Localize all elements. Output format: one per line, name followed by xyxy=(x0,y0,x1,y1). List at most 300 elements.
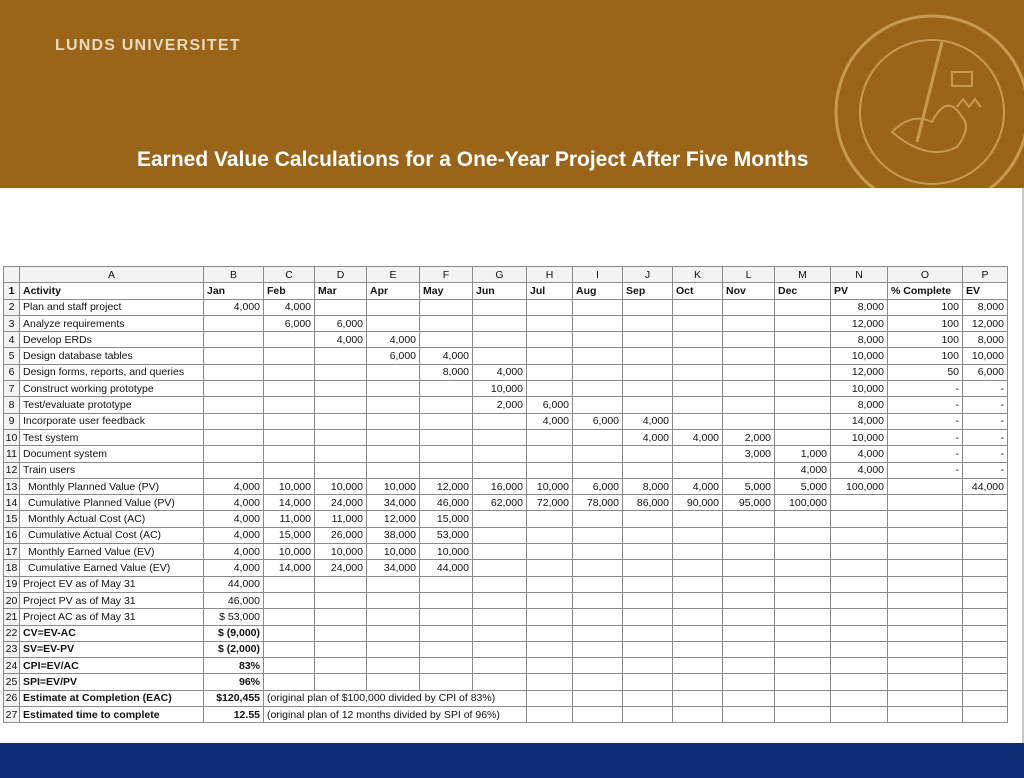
value-cell xyxy=(673,397,723,413)
row-label-cell: Plan and staff project xyxy=(20,299,204,315)
value-cell: 24,000 xyxy=(315,560,367,576)
row-number: 17 xyxy=(4,544,20,560)
value-cell: 10,000 xyxy=(420,544,473,560)
value-cell: 34,000 xyxy=(367,495,420,511)
empty-cell xyxy=(673,707,723,723)
value-cell: Mar xyxy=(315,283,367,299)
column-letter: M xyxy=(775,267,831,283)
value-cell xyxy=(723,527,775,543)
value-cell xyxy=(264,429,315,445)
value-cell xyxy=(204,381,264,397)
row-label-cell: Estimated time to complete xyxy=(20,707,204,723)
empty-cell xyxy=(315,576,367,592)
value-cell: Dec xyxy=(775,283,831,299)
spreadsheet-table xyxy=(3,266,1008,723)
empty-cell xyxy=(888,576,963,592)
empty-cell xyxy=(831,592,888,608)
empty-cell xyxy=(673,625,723,641)
value-cell xyxy=(264,413,315,429)
value-cell: 10,000 xyxy=(473,381,527,397)
value-cell: May xyxy=(420,283,473,299)
column-letter: P xyxy=(963,267,1008,283)
value-cell xyxy=(264,381,315,397)
empty-cell xyxy=(963,641,1008,657)
value-cell xyxy=(573,348,623,364)
value-cell: 10,000 xyxy=(527,478,573,494)
value-cell: - xyxy=(963,446,1008,462)
row-label-cell: Monthly Planned Value (PV) xyxy=(20,478,204,494)
empty-cell xyxy=(673,674,723,690)
row-label-cell: Activity xyxy=(20,283,204,299)
value-cell: 8,000 xyxy=(831,397,888,413)
empty-cell xyxy=(623,658,673,674)
value-cell xyxy=(204,397,264,413)
value-cell: $ (9,000) xyxy=(204,625,264,641)
empty-cell xyxy=(623,592,673,608)
value-cell xyxy=(264,348,315,364)
row-number: 9 xyxy=(4,413,20,429)
value-cell: 15,000 xyxy=(420,511,473,527)
value-cell xyxy=(831,527,888,543)
empty-cell xyxy=(673,641,723,657)
value-cell xyxy=(573,446,623,462)
value-cell: 95,000 xyxy=(723,495,775,511)
value-cell xyxy=(420,413,473,429)
table-row xyxy=(4,658,1008,674)
value-cell: - xyxy=(888,446,963,462)
empty-cell xyxy=(831,625,888,641)
value-cell xyxy=(527,446,573,462)
value-cell xyxy=(963,527,1008,543)
value-cell: 5,000 xyxy=(723,478,775,494)
slide-header xyxy=(0,0,1024,188)
value-cell: EV xyxy=(963,283,1008,299)
value-cell: 8,000 xyxy=(623,478,673,494)
value-cell xyxy=(723,462,775,478)
value-cell: 12,000 xyxy=(963,315,1008,331)
row-number: 5 xyxy=(4,348,20,364)
empty-cell xyxy=(473,625,527,641)
value-cell: 2,000 xyxy=(473,397,527,413)
empty-cell xyxy=(623,576,673,592)
value-cell: 44,000 xyxy=(963,478,1008,494)
empty-cell xyxy=(573,609,623,625)
empty-cell xyxy=(888,674,963,690)
table-row xyxy=(4,511,1008,527)
value-cell xyxy=(473,348,527,364)
value-cell: 38,000 xyxy=(367,527,420,543)
value-cell xyxy=(204,429,264,445)
table-row xyxy=(4,609,1008,625)
value-cell: 83% xyxy=(204,658,264,674)
row-number: 7 xyxy=(4,381,20,397)
value-cell: 4,000 xyxy=(204,478,264,494)
value-cell xyxy=(623,544,673,560)
table-row xyxy=(4,576,1008,592)
value-cell xyxy=(420,462,473,478)
empty-cell xyxy=(367,658,420,674)
empty-cell xyxy=(963,609,1008,625)
column-letter: H xyxy=(527,267,573,283)
value-cell xyxy=(573,462,623,478)
value-cell xyxy=(623,348,673,364)
value-cell xyxy=(831,544,888,560)
value-cell: Oct xyxy=(673,283,723,299)
value-cell xyxy=(420,332,473,348)
value-cell xyxy=(623,381,673,397)
value-cell: 10,000 xyxy=(315,544,367,560)
row-label-cell: Construct working prototype xyxy=(20,381,204,397)
value-cell xyxy=(204,315,264,331)
value-cell: 34,000 xyxy=(367,560,420,576)
value-cell: 46,000 xyxy=(204,592,264,608)
empty-cell xyxy=(831,690,888,706)
empty-cell xyxy=(527,674,573,690)
value-cell: $120,455 xyxy=(204,690,264,706)
column-letter: N xyxy=(831,267,888,283)
value-cell: 15,000 xyxy=(264,527,315,543)
value-cell xyxy=(723,560,775,576)
empty-cell xyxy=(723,690,775,706)
empty-cell xyxy=(264,576,315,592)
empty-cell xyxy=(420,576,473,592)
empty-cell xyxy=(264,609,315,625)
value-cell xyxy=(420,299,473,315)
empty-cell xyxy=(420,592,473,608)
value-cell xyxy=(264,364,315,380)
value-cell xyxy=(573,527,623,543)
empty-cell xyxy=(264,641,315,657)
value-cell: % Complete xyxy=(888,283,963,299)
value-cell xyxy=(775,332,831,348)
table-row xyxy=(4,299,1008,315)
value-cell: 10,000 xyxy=(367,544,420,560)
empty-cell xyxy=(367,641,420,657)
value-cell xyxy=(573,511,623,527)
empty-cell xyxy=(775,674,831,690)
value-cell: 11,000 xyxy=(264,511,315,527)
value-cell xyxy=(963,495,1008,511)
value-cell xyxy=(573,544,623,560)
value-cell: 24,000 xyxy=(315,495,367,511)
value-cell: 8,000 xyxy=(963,332,1008,348)
empty-cell xyxy=(420,625,473,641)
empty-cell xyxy=(775,658,831,674)
value-cell xyxy=(775,397,831,413)
value-cell xyxy=(775,544,831,560)
table-row xyxy=(4,413,1008,429)
value-cell: 12,000 xyxy=(831,364,888,380)
empty-cell xyxy=(831,576,888,592)
value-cell: 4,000 xyxy=(204,544,264,560)
row-label-cell: Cumulative Planned Value (PV) xyxy=(20,495,204,511)
value-cell xyxy=(473,299,527,315)
value-cell: 4,000 xyxy=(264,299,315,315)
value-cell: 4,000 xyxy=(623,413,673,429)
value-cell xyxy=(623,332,673,348)
value-cell xyxy=(888,560,963,576)
value-cell xyxy=(673,560,723,576)
table-row xyxy=(4,283,1008,299)
empty-cell xyxy=(264,625,315,641)
empty-cell xyxy=(963,658,1008,674)
row-label-cell: Test system xyxy=(20,429,204,445)
empty-cell xyxy=(367,592,420,608)
empty-cell xyxy=(963,690,1008,706)
row-number: 13 xyxy=(4,478,20,494)
value-cell xyxy=(623,527,673,543)
value-cell xyxy=(888,478,963,494)
row-label-cell: Monthly Earned Value (EV) xyxy=(20,544,204,560)
column-letter: I xyxy=(573,267,623,283)
value-cell xyxy=(573,332,623,348)
value-cell xyxy=(623,397,673,413)
value-cell xyxy=(673,511,723,527)
value-cell xyxy=(775,560,831,576)
value-cell: 8,000 xyxy=(831,299,888,315)
value-cell: 6,000 xyxy=(573,478,623,494)
empty-cell xyxy=(623,625,673,641)
empty-cell xyxy=(623,641,673,657)
empty-cell xyxy=(315,674,367,690)
value-cell xyxy=(367,413,420,429)
value-cell xyxy=(623,446,673,462)
empty-cell xyxy=(573,625,623,641)
column-letter: E xyxy=(367,267,420,283)
empty-cell xyxy=(420,609,473,625)
value-cell xyxy=(573,299,623,315)
value-cell xyxy=(831,495,888,511)
value-cell: 53,000 xyxy=(420,527,473,543)
table-row xyxy=(4,707,1008,723)
table-row xyxy=(4,332,1008,348)
row-number: 4 xyxy=(4,332,20,348)
value-cell: Jun xyxy=(473,283,527,299)
row-label-cell: CPI=EV/AC xyxy=(20,658,204,674)
value-cell: 4,000 xyxy=(204,495,264,511)
value-cell: 12,000 xyxy=(367,511,420,527)
row-number: 23 xyxy=(4,641,20,657)
value-cell xyxy=(573,560,623,576)
empty-cell xyxy=(723,641,775,657)
value-cell xyxy=(775,299,831,315)
empty-cell xyxy=(673,658,723,674)
value-cell xyxy=(367,364,420,380)
value-cell xyxy=(527,527,573,543)
value-cell xyxy=(264,397,315,413)
value-cell xyxy=(527,462,573,478)
column-letter: D xyxy=(315,267,367,283)
table-row xyxy=(4,381,1008,397)
table-row xyxy=(4,690,1008,706)
value-cell xyxy=(473,527,527,543)
value-cell: 4,000 xyxy=(420,348,473,364)
value-cell: 8,000 xyxy=(963,299,1008,315)
row-number: 10 xyxy=(4,429,20,445)
empty-cell xyxy=(963,592,1008,608)
table-row xyxy=(4,397,1008,413)
value-cell xyxy=(831,511,888,527)
table-row xyxy=(4,625,1008,641)
value-cell xyxy=(264,446,315,462)
empty-cell xyxy=(315,641,367,657)
empty-cell xyxy=(623,609,673,625)
row-number: 20 xyxy=(4,592,20,608)
value-cell xyxy=(723,511,775,527)
value-cell xyxy=(673,315,723,331)
empty-cell xyxy=(673,609,723,625)
value-cell: 44,000 xyxy=(420,560,473,576)
empty-cell xyxy=(527,625,573,641)
row-label-cell: CV=EV-AC xyxy=(20,625,204,641)
row-number: 19 xyxy=(4,576,20,592)
value-cell xyxy=(673,332,723,348)
value-cell: - xyxy=(963,429,1008,445)
value-cell xyxy=(723,332,775,348)
value-cell xyxy=(473,544,527,560)
value-cell: 16,000 xyxy=(473,478,527,494)
value-cell: 11,000 xyxy=(315,511,367,527)
value-cell xyxy=(527,381,573,397)
value-cell: 8,000 xyxy=(831,332,888,348)
value-cell xyxy=(527,511,573,527)
value-cell xyxy=(673,413,723,429)
row-label-cell: Test/evaluate prototype xyxy=(20,397,204,413)
value-cell xyxy=(775,364,831,380)
value-cell: 6,000 xyxy=(527,397,573,413)
empty-cell xyxy=(473,576,527,592)
value-cell: 4,000 xyxy=(831,446,888,462)
value-cell xyxy=(204,413,264,429)
table-row xyxy=(4,429,1008,445)
value-cell: - xyxy=(963,397,1008,413)
value-cell xyxy=(420,315,473,331)
value-cell xyxy=(723,364,775,380)
empty-cell xyxy=(775,576,831,592)
value-cell: 4,000 xyxy=(204,527,264,543)
empty-cell xyxy=(315,658,367,674)
value-cell: 6,000 xyxy=(963,364,1008,380)
empty-cell xyxy=(527,609,573,625)
empty-cell xyxy=(264,674,315,690)
slide-footer xyxy=(0,743,1024,778)
value-cell xyxy=(473,511,527,527)
empty-cell xyxy=(888,690,963,706)
value-cell xyxy=(367,462,420,478)
value-cell xyxy=(673,364,723,380)
value-cell xyxy=(315,381,367,397)
empty-cell xyxy=(420,674,473,690)
empty-cell xyxy=(723,576,775,592)
table-row xyxy=(4,446,1008,462)
empty-cell xyxy=(420,641,473,657)
value-cell xyxy=(623,364,673,380)
row-number: 22 xyxy=(4,625,20,641)
value-cell: 4,000 xyxy=(527,413,573,429)
value-cell: 12,000 xyxy=(420,478,473,494)
row-label-cell: SPI=EV/PV xyxy=(20,674,204,690)
value-cell xyxy=(367,299,420,315)
row-label-cell: Design database tables xyxy=(20,348,204,364)
table-row xyxy=(4,315,1008,331)
value-cell: 14,000 xyxy=(264,560,315,576)
empty-cell xyxy=(573,641,623,657)
value-cell xyxy=(963,560,1008,576)
column-letter: B xyxy=(204,267,264,283)
value-cell xyxy=(527,429,573,445)
empty-cell xyxy=(367,576,420,592)
row-label-cell: Analyze requirements xyxy=(20,315,204,331)
empty-cell xyxy=(888,625,963,641)
empty-cell xyxy=(473,641,527,657)
value-cell xyxy=(963,544,1008,560)
value-cell xyxy=(264,462,315,478)
value-cell xyxy=(963,511,1008,527)
row-label-cell: Project EV as of May 31 xyxy=(20,576,204,592)
row-number: 8 xyxy=(4,397,20,413)
row-label-cell: Develop ERDs xyxy=(20,332,204,348)
corner-cell xyxy=(4,267,20,283)
value-cell xyxy=(315,364,367,380)
value-cell xyxy=(573,397,623,413)
empty-cell xyxy=(673,592,723,608)
value-cell: 78,000 xyxy=(573,495,623,511)
table-row xyxy=(4,592,1008,608)
value-cell xyxy=(723,544,775,560)
value-cell xyxy=(673,299,723,315)
empty-cell xyxy=(527,707,573,723)
value-cell xyxy=(888,511,963,527)
value-cell: Aug xyxy=(573,283,623,299)
value-cell xyxy=(775,429,831,445)
empty-cell xyxy=(775,625,831,641)
empty-cell xyxy=(315,609,367,625)
value-cell: $ 53,000 xyxy=(204,609,264,625)
table-row xyxy=(4,478,1008,494)
value-cell xyxy=(673,348,723,364)
value-cell: 90,000 xyxy=(673,495,723,511)
value-cell: 6,000 xyxy=(367,348,420,364)
value-cell: Jul xyxy=(527,283,573,299)
row-label-cell: Project AC as of May 31 xyxy=(20,609,204,625)
value-cell xyxy=(367,446,420,462)
value-cell xyxy=(775,511,831,527)
empty-cell xyxy=(775,609,831,625)
value-cell: 12.55 xyxy=(204,707,264,723)
empty-cell xyxy=(888,658,963,674)
empty-cell xyxy=(723,707,775,723)
value-cell: 72,000 xyxy=(527,495,573,511)
row-number: 16 xyxy=(4,527,20,543)
value-cell xyxy=(204,332,264,348)
value-cell xyxy=(723,348,775,364)
value-cell xyxy=(315,348,367,364)
value-cell xyxy=(473,462,527,478)
empty-cell xyxy=(527,690,573,706)
table-row xyxy=(4,462,1008,478)
value-cell: 8,000 xyxy=(420,364,473,380)
empty-cell xyxy=(775,641,831,657)
empty-cell xyxy=(831,707,888,723)
column-letter: F xyxy=(420,267,473,283)
value-cell: 4,000 xyxy=(315,332,367,348)
value-cell xyxy=(315,462,367,478)
value-cell: 46,000 xyxy=(420,495,473,511)
empty-cell xyxy=(963,576,1008,592)
table-row xyxy=(4,560,1008,576)
empty-cell xyxy=(573,707,623,723)
empty-cell xyxy=(831,674,888,690)
